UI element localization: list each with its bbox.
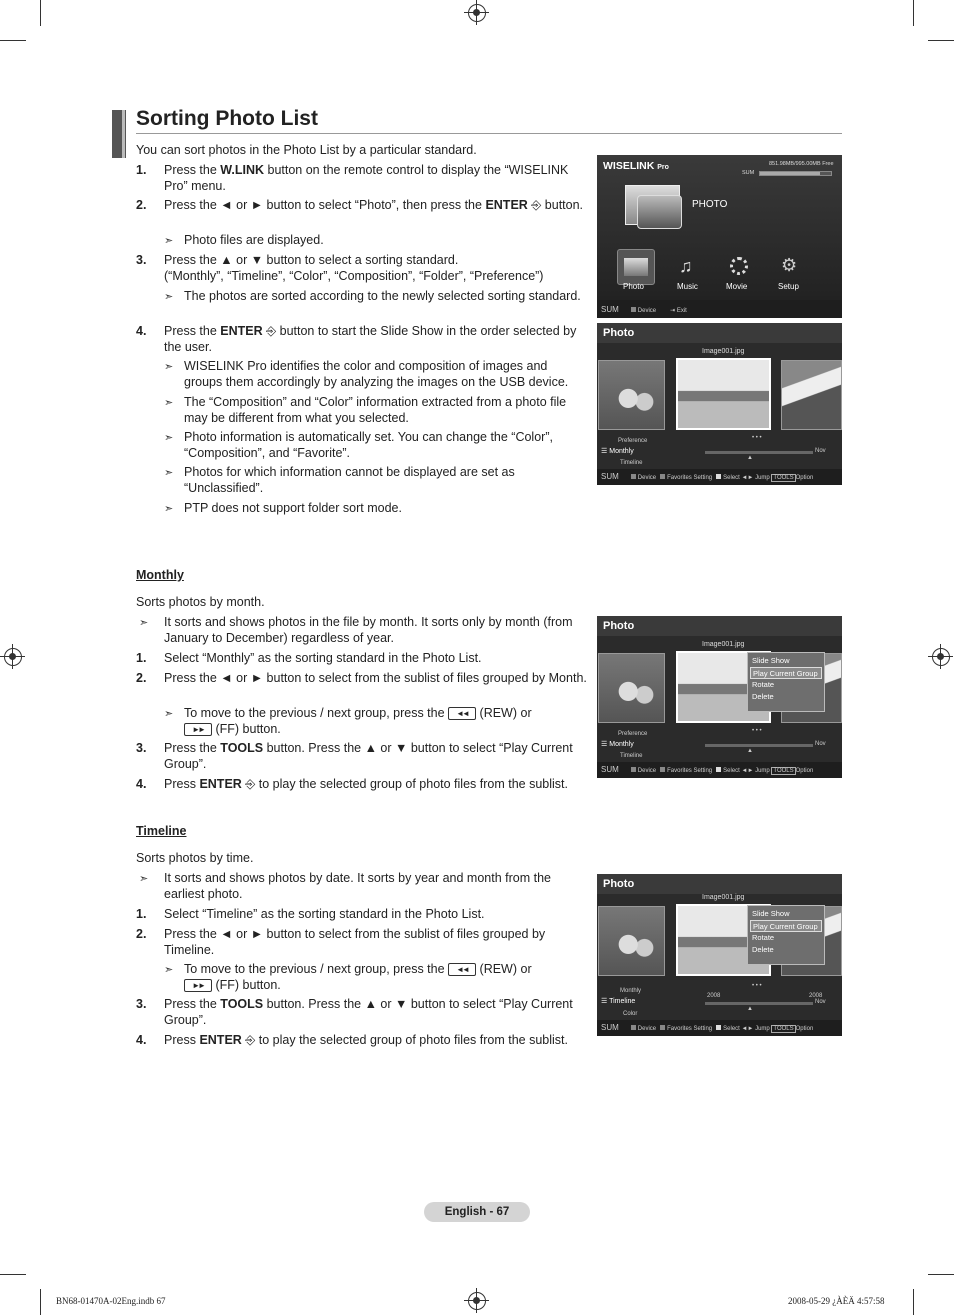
step-text: Press the TOOLS button. Press the ▲ or ▼ button to select “Play Current Group”.	[164, 997, 573, 1027]
title-accent-bar	[122, 110, 125, 158]
step-number: 4.	[136, 777, 147, 791]
enter-icon: ⎆	[245, 1033, 256, 1047]
section-desc: Sorts photos by time.	[136, 851, 254, 865]
bottom-bar: SUM Device Favorites Setting Select ◄► Jump TOOLS Option	[597, 1020, 842, 1036]
section-heading-timeline: Timeline	[136, 824, 187, 838]
note-arrow-icon: ➣	[164, 432, 174, 444]
note-arrow-icon: ➣	[164, 291, 174, 303]
photo-thumbnail[interactable]	[598, 360, 665, 430]
photo-thumbnail[interactable]	[598, 906, 665, 976]
note-arrow-icon: ➣	[139, 617, 149, 629]
step-text: Select “Monthly” as the sorting standard in the Photo List.	[164, 651, 482, 665]
menu-label-setup: Setup	[778, 282, 799, 291]
menu-item-slide-show[interactable]: Slide Show	[752, 909, 790, 918]
crop-mark	[40, 1289, 41, 1315]
storage-bar	[759, 171, 832, 176]
setup-gear-icon[interactable]: ⚙	[781, 255, 798, 275]
note-text: WISELINK Pro identifies the color and composition of images and groups them accordingly by analyzing the images on the USB device.	[184, 359, 569, 389]
filename-label: Image001.jpg	[702, 348, 745, 355]
photo-thumbnail-selected[interactable]	[676, 358, 771, 430]
enter-icon: ⎆	[531, 198, 542, 212]
section-heading-monthly: Monthly	[136, 568, 184, 582]
crop-mark	[913, 1289, 914, 1315]
ff-button-icon: ►►	[184, 979, 212, 992]
page-title: Sorting Photo List	[136, 107, 318, 130]
crop-mark	[928, 40, 954, 41]
note-text: The photos are sorted according to the newly selected sorting standard.	[184, 289, 581, 303]
wiselink-logo: WISELINK Pro	[603, 160, 669, 172]
note-arrow-icon: ➣	[164, 708, 174, 720]
bottom-bar: SUM Device Favorites Setting Select ◄► Jump TOOLS Option	[597, 469, 842, 485]
menu-label-movie: Movie	[726, 282, 748, 291]
menu-item-delete[interactable]: Delete	[752, 945, 774, 954]
note-arrow-icon: ➣	[164, 361, 174, 373]
step-number: 4.	[136, 1033, 147, 1047]
photo-thumbnail[interactable]	[781, 360, 842, 430]
filename-label: Image001.jpg	[702, 641, 745, 648]
note-text: The “Composition” and “Color” information extracted from a photo file may be different from what you selected.	[184, 395, 567, 425]
note-arrow-icon: ➣	[164, 503, 174, 515]
step-text: Press ENTER ⎆ to play the selected group of photo files from the sublist.	[164, 777, 568, 791]
step-text: Press the ▲ or ▼ button to select a sorting standard. (“Monthly”, “Timeline”, “Color”, “Composition”, “Folder”, “Preference”)	[164, 253, 544, 283]
screen-header: Photo	[597, 616, 842, 636]
step-text: Press the ENTER ⎆ button to start the Slide Show in the order selected by the user.	[164, 324, 577, 354]
menu-item-rotate[interactable]: Rotate	[752, 933, 775, 942]
music-icon[interactable]: ♫	[679, 256, 693, 276]
photo-list-screenshot	[597, 323, 842, 485]
menu-label-photo: Photo	[623, 282, 644, 291]
step-text: Press ENTER ⎆ to play the selected group of photo files from the sublist.	[164, 1033, 568, 1047]
registration-mark-icon	[468, 4, 486, 22]
enter-icon: ⎆	[266, 324, 277, 338]
menu-item-play-current-group[interactable]: Play Current Group	[750, 667, 822, 679]
step-number: 3.	[136, 997, 147, 1011]
step-number: 4.	[136, 324, 147, 338]
bottom-bar: SUM Device ⇥ Exit	[597, 300, 842, 318]
step-number: 1.	[136, 651, 147, 665]
rew-button-icon: ◄◄	[448, 707, 476, 720]
registration-mark-icon	[932, 648, 950, 666]
step-text: Press the ◄ or ► button to select “Photo”, then press the ENTER ⎆ button.	[164, 198, 584, 212]
note-text: PTP does not support folder sort mode.	[184, 501, 402, 515]
menu-item-play-current-group[interactable]: Play Current Group	[750, 920, 822, 932]
step-number: 1.	[136, 907, 147, 921]
section-label: PHOTO	[692, 199, 728, 210]
exit-icon: ⇥	[670, 308, 676, 314]
crop-mark	[0, 40, 26, 41]
note-text: Photo information is automatically set. You can change the “Color”, “Composition”, and “Favorite”.	[184, 430, 553, 460]
menu-item-delete[interactable]: Delete	[752, 692, 774, 701]
step-number: 1.	[136, 163, 147, 177]
note-arrow-icon: ➣	[164, 964, 174, 976]
step-text: Select “Timeline” as the sorting standard in the Photo List.	[164, 907, 485, 921]
sort-filter-row: Preference ☰ Monthly Timeline • • • Nov ▲	[601, 728, 826, 759]
ff-button-icon: ►►	[184, 723, 212, 736]
timeline-screenshot	[597, 874, 842, 1036]
title-rule	[136, 133, 842, 134]
photo-thumbnail[interactable]	[598, 653, 665, 723]
note-text: To move to the previous / next group, press the ◄◄ (REW) or ►► (FF) button.	[184, 962, 532, 992]
crop-mark	[928, 1274, 954, 1275]
step-number: 3.	[136, 741, 147, 755]
wiselink-menu-screenshot	[597, 155, 842, 318]
page-number-badge: English - 67	[424, 1202, 530, 1222]
sum-label: SUM	[742, 170, 755, 176]
note-text: It sorts and shows photos in the file by month. It sorts only by month (from January to December) regardless of year.	[164, 615, 573, 645]
note-text: Photo files are displayed.	[184, 233, 324, 247]
sort-filter-row: Monthly ☰ Timeline Color • • • 2008 2008 Nov ▲	[601, 983, 826, 1017]
section-desc: Sorts photos by month.	[136, 595, 265, 609]
tools-menu[interactable]	[747, 652, 825, 712]
note-text: It sorts and shows photos by date. It sorts by year and month from the earliest photo.	[164, 871, 551, 901]
note-text: Photos for which information cannot be displayed are set as “Unclassified”.	[184, 465, 515, 495]
filename-label: Image001.jpg	[702, 894, 745, 901]
menu-item-slide-show[interactable]: Slide Show	[752, 656, 790, 665]
monthly-screenshot	[597, 616, 842, 778]
camera-icon	[637, 195, 682, 229]
bottom-bar: SUM Device Favorites Setting Select ◄► Jump TOOLS Option	[597, 762, 842, 778]
enter-icon: ⎆	[245, 777, 256, 791]
step-number: 3.	[136, 253, 147, 267]
sort-filter-row: Preference ☰ Monthly Timeline • • • Nov ▲	[601, 435, 826, 466]
note-arrow-icon: ➣	[164, 397, 174, 409]
note-arrow-icon: ➣	[139, 873, 149, 885]
menu-label-music: Music	[677, 282, 698, 291]
rew-button-icon: ◄◄	[448, 963, 476, 976]
registration-mark-icon	[468, 1292, 486, 1310]
step-text: Press the ◄ or ► button to select from the sublist of files grouped by Timeline.	[164, 927, 546, 957]
storage-text: 851.98MB/995.00MB Free	[769, 161, 834, 167]
note-arrow-icon: ➣	[164, 467, 174, 479]
footer-file-info: BN68-01470A-02Eng.indb 67	[56, 1296, 166, 1306]
tools-menu[interactable]	[747, 905, 825, 965]
screen-header: Photo	[597, 323, 842, 343]
step-number: 2.	[136, 927, 147, 941]
crop-mark	[913, 0, 914, 26]
step-text: Press the TOOLS button. Press the ▲ or ▼ button to select “Play Current Group”.	[164, 741, 573, 771]
movie-icon[interactable]	[730, 257, 748, 275]
step-number: 2.	[136, 671, 147, 685]
note-text: To move to the previous / next group, press the ◄◄ (REW) or ►► (FF) button.	[184, 706, 532, 736]
step-text: Press the W.LINK button on the remote control to display the “WISELINK Pro” menu.	[164, 163, 569, 193]
registration-mark-icon	[4, 648, 22, 666]
footer-timestamp: 2008-05-29 ¿ÀÈÄ 4:57:58	[788, 1296, 885, 1306]
crop-mark	[0, 1274, 26, 1275]
photo-icon	[624, 258, 648, 276]
step-text: Press the ◄ or ► button to select from the sublist of files grouped by Month.	[164, 671, 587, 685]
crop-mark	[40, 0, 41, 26]
note-arrow-icon: ➣	[164, 235, 174, 247]
menu-item-rotate[interactable]: Rotate	[752, 680, 775, 689]
screen-header: Photo	[597, 874, 842, 894]
intro-text: You can sort photos in the Photo List by a particular standard.	[136, 143, 477, 157]
step-number: 2.	[136, 198, 147, 212]
